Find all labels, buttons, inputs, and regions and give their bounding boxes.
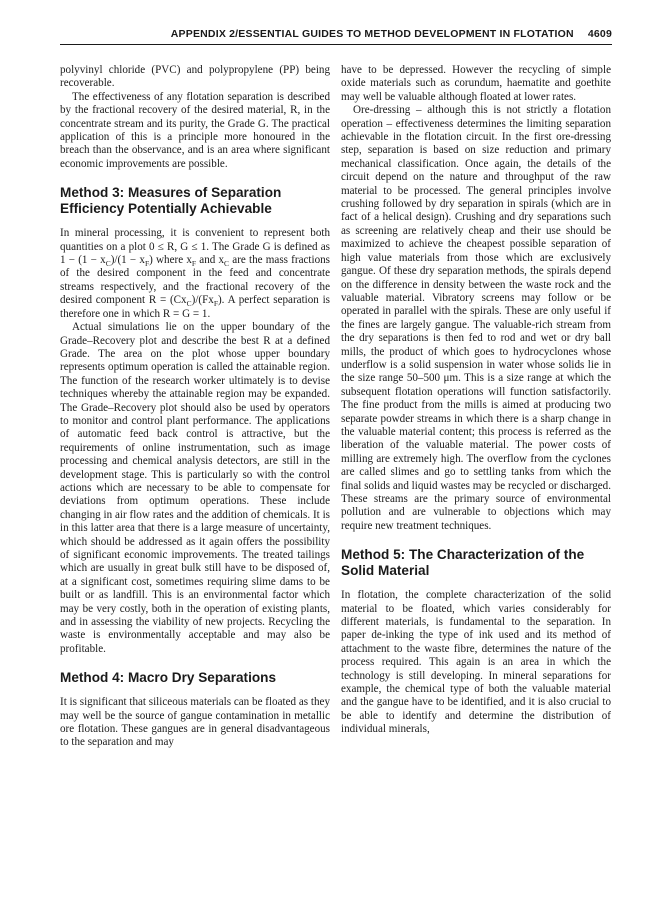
paragraph: Ore-dressing – although this is not strictly a flotation operation – effectiveness determines the limiting separation achievable in the flotation circuit. In the first ore-dressing step, separation is based on size reduction and primary mechanical classification. Once again, the details of the circuit depend on the nature and throughput of the raw material to be processed. The general principles involve crushing followed by dry separation in spirals (which are in fact of a helical design). Crushing and dry separations such as screening are relatively cheap and their use should be maximized to achieve the cheapest possible separation of high value materials from those which are exclusively gangue. Of these dry separation methods, the spirals depend on the difference in density between the waste rock and the valuable material. Vibratory screens may follow or be operated in parallel with the spirals. These are only useful if the fines are largely gangue. The valuable-rich stream from the dry separations is then fed to rod and wet or dry ball mills, the product of which goes to hydrocyclones whose underflow is a solid suspension in water whose solids lie in the size range 50–500 μm. This is a size range at which the subsequent flotation operations will function satisfactorily. The fine product from the mills is aimed at producing two separate powder streams in which there is a sharp change in the valuable material content; this process is referred as the liberation of the valuable material. The power costs of milling are extremely high. The overflow from the cyclones are called slimes and go to settling tanks from which the final solids and liquid wastes may be recycled or discharged. These streams are the primary source of environmental pollution and are vulnerable to objections which may require new treatment techniques. [341,104,611,532]
paragraph: have to be depressed. However the recycling of simple oxide materials such as corundum, haematite and goethite may well be valuable although floated at lower rates. [341,64,611,103]
paragraph: Actual simulations lie on the upper boundary of the Grade–Recovery plot and describe the best R at a defined Grade. The area on the plot whose upper boundary represents optimum operation is called the attainable region. The function of the research worker ultimately is to devise techniques whereby the attainable region may be expanded. The Grade–Recovery plot should also be used by operators to monitor and control plant performance. The applications of automatic feed back control is attractive, but the requirements of online instrumentation, such as image processing and chemical analysis detectors, are still in the development stage. This is particularly so with the control actions which are necessary to be able to compensate for deviations from optimum operations. These include changing in air flow rates and the addition of chemicals. It is in this latter area that there is a large measure of uncertainty, which should be addressed as it again offers the possibility of significant economic improvements. The treated tailings which are usually in great bulk still have to be disposed of, at a significant cost, sometimes requiring slime dams to be built or as landfill. This is an environmental factor which may be very costly, both in the operation of existing plants, and in assessing the viability of new projects. Recycling the waste is environmentally acceptable and may also be profitable. [60,321,330,655]
paragraph: It is significant that siliceous materials can be floated as they may well be the source of gangue contamination in metallic ore flotation. These gangues are in general disadvantageous to the separation and may [60,696,330,749]
section-heading-method-3: Method 3: Measures of Separation Efficiency Potentially Achievable [60,185,282,217]
page-number: 4609 [587,28,612,40]
paragraph: The effectiveness of any flotation separation is described by the fractional recovery of the desired material, R, in the concentrate stream and its purity, the Grade G. The practical application of this is a principle more honoured in the breach than the observance, and is an area where significant economic improvements are possible. [60,90,330,170]
right-column [341,64,611,737]
header-rule [60,44,612,45]
paragraph-grade-definition: In mineral processing, it is convenient to represent both quantities on a plot 0 ≤ R, G ≤ 1. The Grade G is defined as $1 - (1 - x_C)/(1 - x_F)$ where $x_F$ and $x_C$ are the mass fractions of the desired component in the feed and concentrate streams respectively, and the fractional recovery of the desired component $R = (Cx_C)/(Fx_F)$. A perfect separation is therefore one in which R = G = 1. [60,227,330,320]
paragraph: In flotation, the complete characterization of the solid material to be floated, which varies considerably for different materials, is fundamental to the separation. In paper de-inking the type of ink used and its method of attachment to the waste fibre, determines the nature of the process required. This again is an area in which the technology is still developing. In mineral separations for example, the chemical type of both the valuable material and the gangue have to be identified, and it is also crucial to be able to identify and determine the distribution of individual minerals, [341,589,611,736]
left-column [60,64,330,750]
running-header [60,28,612,40]
paragraph: polyvinyl chloride (PVC) and polypropylene (PP) being recoverable. [60,64,330,90]
running-title: APPENDIX 2/ESSENTIAL GUIDES TO METHOD DEVELOPMENT IN FLOTATION [170,28,574,40]
section-heading-method-5: Method 5: The Characterization of the Solid Material [341,547,585,579]
section-heading-method-4: Method 4: Macro Dry Separations [60,670,277,686]
